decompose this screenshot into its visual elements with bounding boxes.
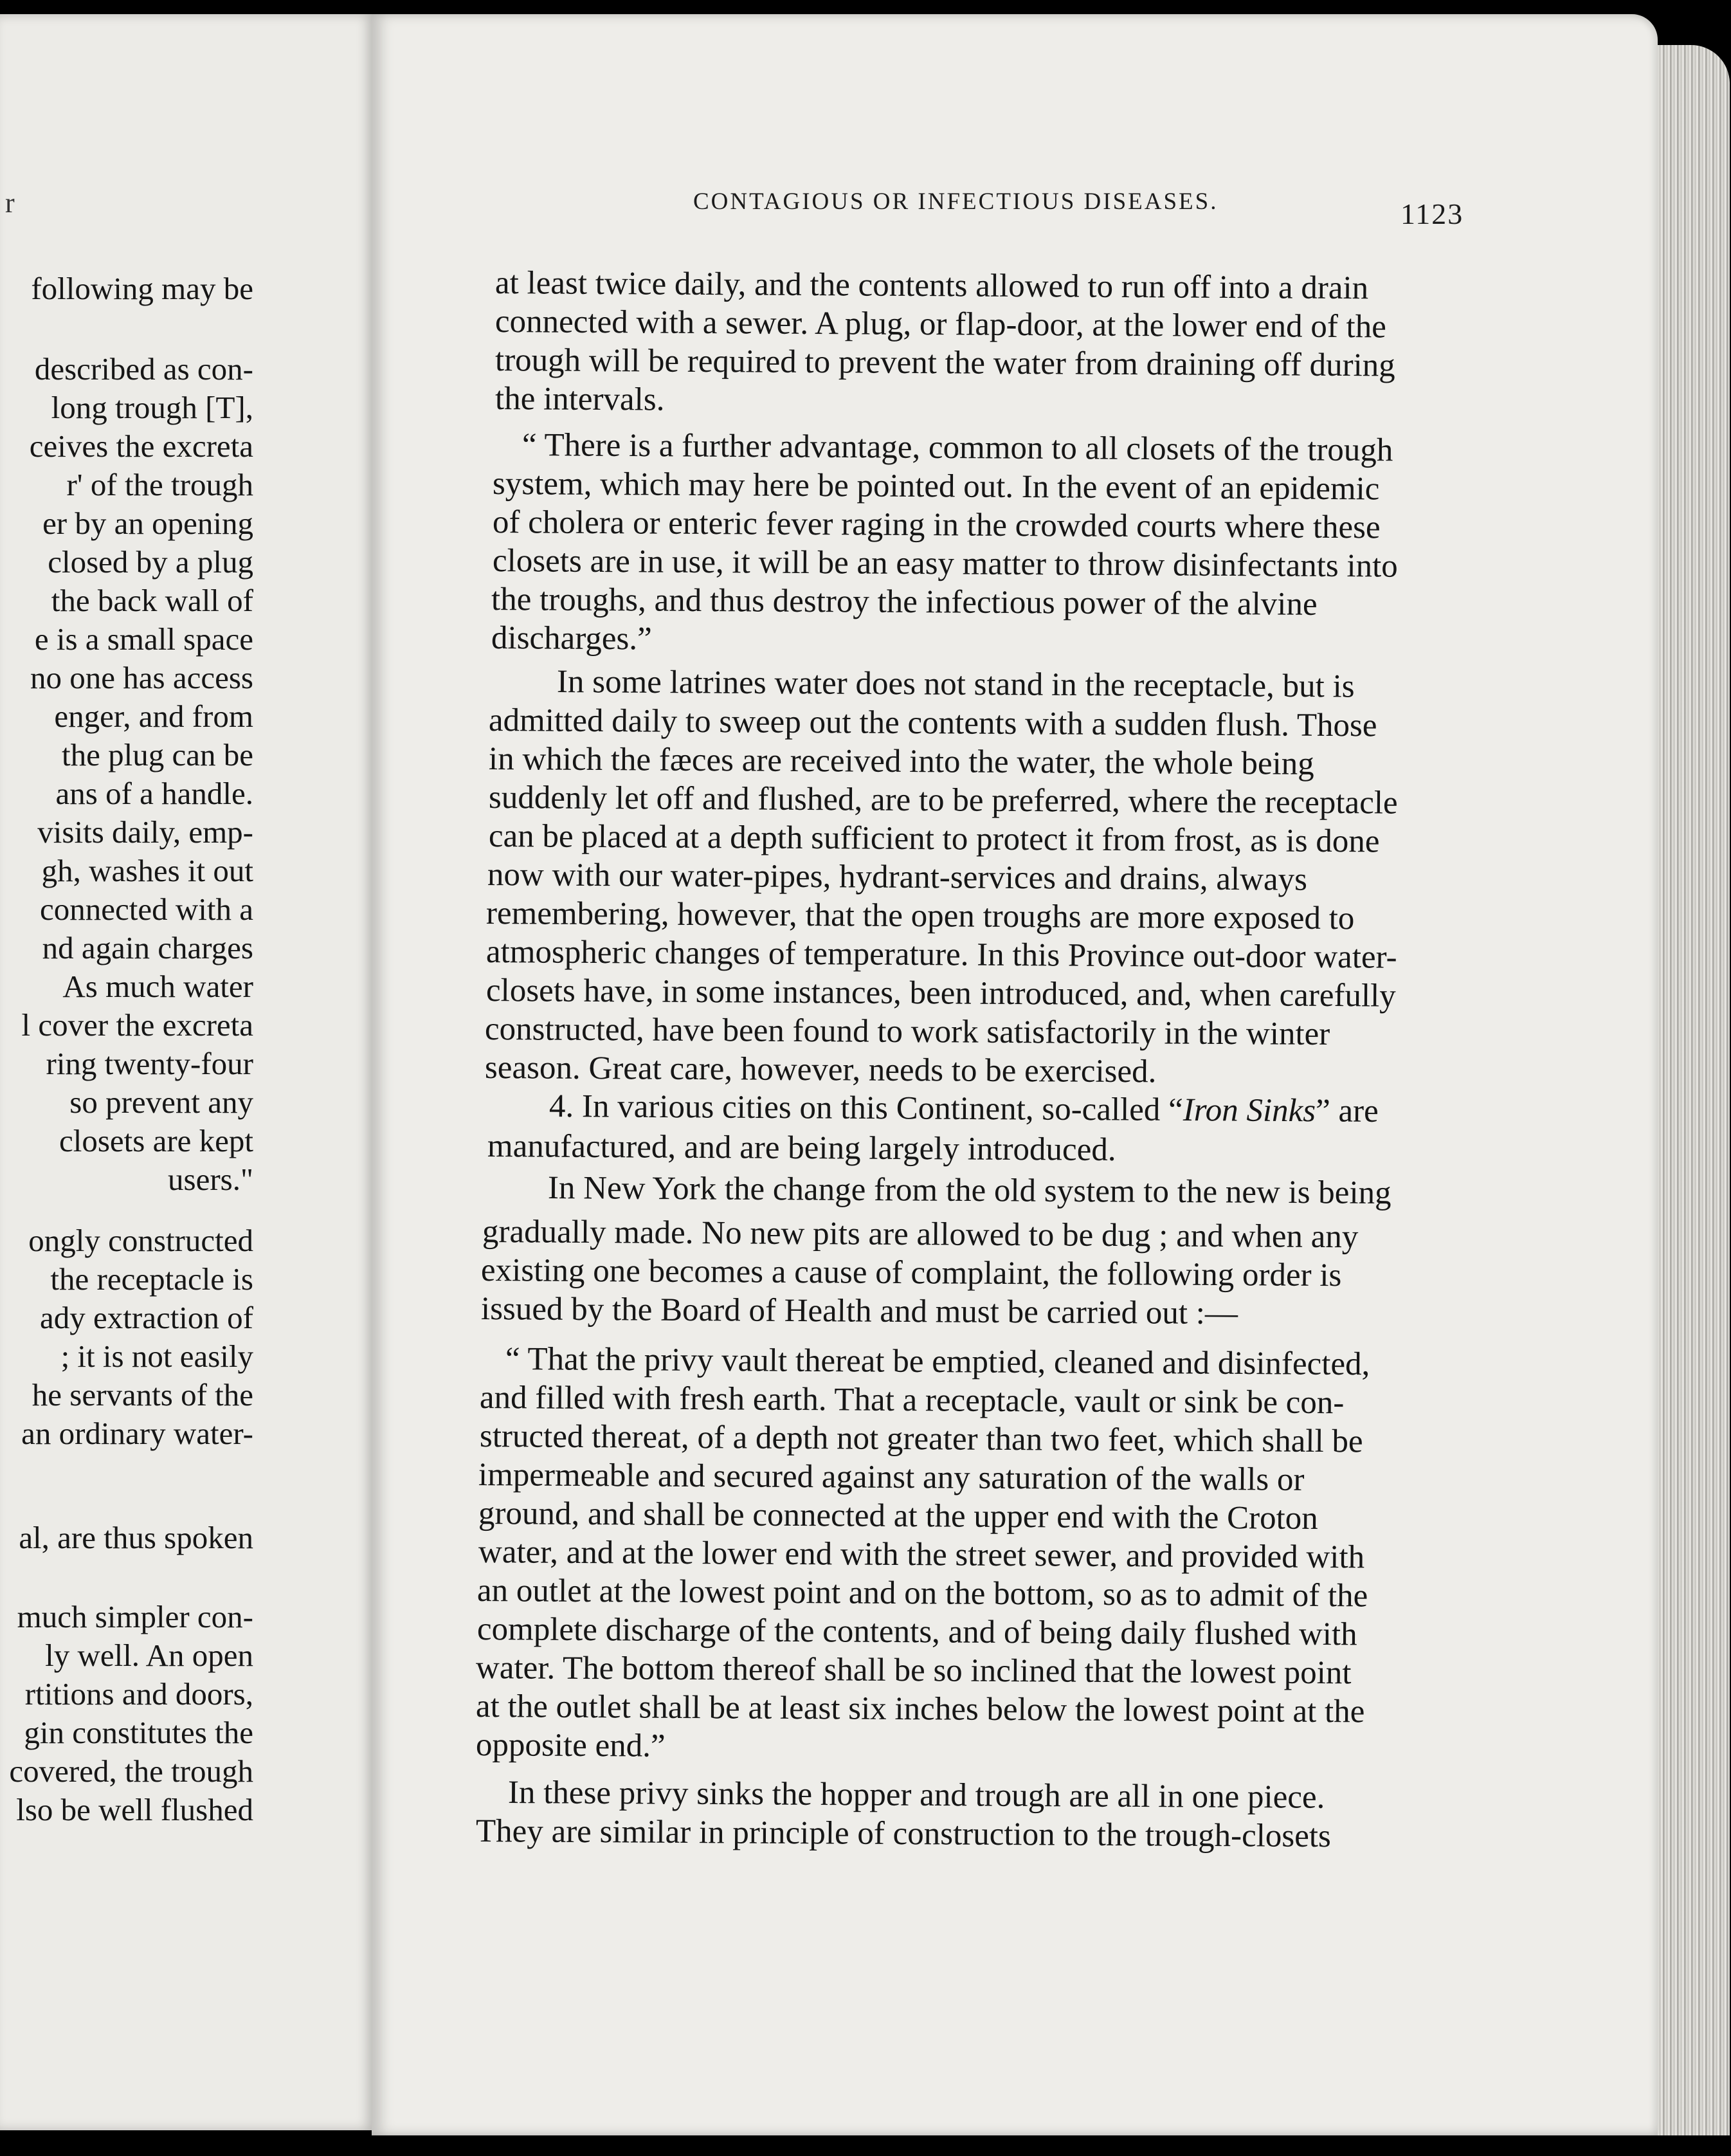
body-text-line: an outlet at the lowest point and on the bottom, so as to admit of the: [476, 1573, 1368, 1614]
left-text-line: ady extraction of: [40, 1300, 253, 1335]
left-text-line: gh, washes it out: [41, 853, 253, 888]
body-text-line: “ There is a further advantage, common to all closets of the trough: [521, 427, 1393, 469]
left-margin-mark: r: [5, 187, 15, 219]
body-text-line: suddenly let off and flushed, are to be preferred, where the receptacle: [488, 780, 1398, 821]
body-text-line: structed thereat, of a depth not greater than two feet, which shall be: [479, 1418, 1363, 1460]
text-line-iron-sinks: [549, 1087, 1379, 1131]
body-text-line: ground, and shall be connected at the upper end with the Croton: [478, 1495, 1318, 1537]
left-text-line: closed by a plug: [48, 544, 253, 580]
left-text-line: closets are kept: [59, 1123, 253, 1158]
left-text-line: l cover the excreta: [21, 1007, 253, 1043]
left-text-line: the plug can be: [62, 737, 253, 772]
left-text-line: an ordinary water-: [21, 1416, 253, 1451]
left-text-line: following may be: [31, 271, 253, 306]
body-text-line: trough will be required to prevent the water from draining off during: [494, 342, 1395, 384]
left-text-line: no one has access: [30, 660, 253, 695]
left-page: [0, 14, 374, 2130]
body-text-line: at the outlet shall be at least six inches below the lowest point at the: [475, 1688, 1365, 1730]
body-text-line: atmospheric changes of temperature. In this Province out-door water-: [485, 934, 1397, 976]
body-text-line: now with our water-pipes, hydrant-services and drains, always: [487, 857, 1308, 898]
body-text-line: issued by the Board of Health and must be carried out :—: [480, 1291, 1238, 1332]
body-text-line: remembering, however, that the open troughs are more exposed to: [485, 895, 1355, 937]
body-text-line: and filled with fresh earth. That a receptacle, vault or sink be con-: [479, 1380, 1345, 1421]
body-text-line: “ That the privy vault thereat be emptied, cleaned and disinfected,: [505, 1341, 1370, 1383]
left-text-line: much simpler con-: [17, 1599, 253, 1634]
body-text-line: complete discharge of the contents, and of being daily flushed with: [476, 1611, 1357, 1653]
left-text-line: ongly constructed: [28, 1223, 253, 1258]
page-edges: [1646, 45, 1730, 2135]
left-text-line: enger, and from: [54, 699, 253, 734]
body-text-line: manufactured, and are being largely introduced.: [487, 1128, 1116, 1168]
body-text-line: In New York the change from the old system to the new is being: [547, 1170, 1391, 1212]
left-text-line: users.": [168, 1162, 253, 1197]
iron-sinks-suffix: ” are: [1315, 1093, 1379, 1129]
left-text-line: gin constitutes the: [24, 1715, 253, 1750]
page-number: 1123: [1400, 197, 1464, 230]
body-text-line: water, and at the lower end with the street sewer, and provided with: [478, 1534, 1365, 1576]
left-text-line: al, are thus spoken: [19, 1520, 253, 1555]
body-text-line: connected with a sewer. A plug, or flap-door, at the lower end of the: [494, 304, 1387, 345]
running-head: CONTAGIOUS OR INFECTIOUS DISEASES.: [693, 188, 1219, 215]
left-text-line: long trough [T],: [51, 390, 253, 425]
left-text-line: so prevent any: [69, 1084, 253, 1120]
body-text-line: existing one becomes a cause of complaint, the following order is: [480, 1252, 1342, 1294]
body-text-line: constructed, have been found to work satisfactorily in the winter: [484, 1011, 1330, 1053]
left-text-line: ceives the excreta: [29, 428, 253, 464]
left-text-line: ly well. An open: [45, 1638, 253, 1673]
left-text-line: connected with a: [40, 891, 253, 927]
body-text-line: admitted daily to sweep out the contents with a sudden flush. Those: [488, 702, 1377, 744]
body-text-line: closets are in use, it will be an easy matter to throw disinfectants into: [492, 543, 1398, 585]
body-text-line: They are similar in principle of construction to the trough-closets: [475, 1813, 1332, 1855]
iron-sinks-prefix: 4. In various cities on this Continent, so-called “: [548, 1088, 1183, 1129]
body-text-line: in which the fæces are received into the water, the whole being: [488, 741, 1314, 782]
body-text-line: gradually made. No new pits are allowed to be dug ; and when any: [482, 1214, 1359, 1256]
left-text-line: visits daily, emp-: [37, 814, 253, 850]
body-text-line: of cholera or enteric fever raging in the crowded courts where these: [492, 504, 1381, 546]
body-text-line: impermeable and secured against any saturation of the walls or: [478, 1457, 1305, 1498]
body-text-line: system, which may here be pointed out. In the event of an epidemic: [492, 466, 1380, 507]
left-text-line: ; it is not easily: [60, 1338, 253, 1374]
left-text-line: the receptacle is: [50, 1261, 253, 1297]
left-text-line: ring twenty-four: [46, 1046, 253, 1081]
iron-sinks-italic: Iron Sinks: [1183, 1092, 1316, 1129]
left-text-line: rtitions and doors,: [24, 1676, 253, 1712]
body-text-line: In these privy sinks the hopper and trough are all in one piece.: [507, 1775, 1325, 1816]
body-text-line: In some latrines water does not stand in the receptacle, but is: [556, 664, 1355, 705]
left-text-line: described as con-: [34, 351, 253, 387]
left-text-line: nd again charges: [42, 930, 253, 965]
left-text-line: covered, the trough: [9, 1753, 253, 1789]
body-text-line: discharges.”: [491, 620, 652, 657]
body-text-line: can be placed at a depth sufficient to protect it from frost, as is done: [488, 818, 1380, 860]
left-text-line: er by an opening: [42, 506, 253, 541]
left-text-line: the back wall of: [51, 583, 253, 618]
body-text-line: at least twice daily, and the contents allowed to run off into a drain: [494, 265, 1369, 307]
body-text-line: the troughs, and thus destroy the infectious power of the alvine: [491, 581, 1318, 623]
body-text-line: season. Great care, however, needs to be exercised.: [484, 1050, 1157, 1090]
body-text-line: opposite end.”: [475, 1727, 666, 1764]
body-text-line: water. The bottom thereof shall be so inclined that the lowest point: [475, 1650, 1352, 1692]
body-text-line: the intervals.: [494, 381, 665, 418]
left-text-line: r' of the trough: [66, 467, 253, 502]
left-text-line: ans of a handle.: [55, 776, 253, 811]
left-text-line: he servants of the: [32, 1377, 253, 1412]
left-text-line: As much water: [62, 969, 253, 1004]
left-text-line: lso be well flushed: [16, 1792, 253, 1827]
left-text-line: e is a small space: [34, 621, 253, 657]
body-text-line: closets have, in some instances, been introduced, and, when carefully: [485, 973, 1396, 1014]
